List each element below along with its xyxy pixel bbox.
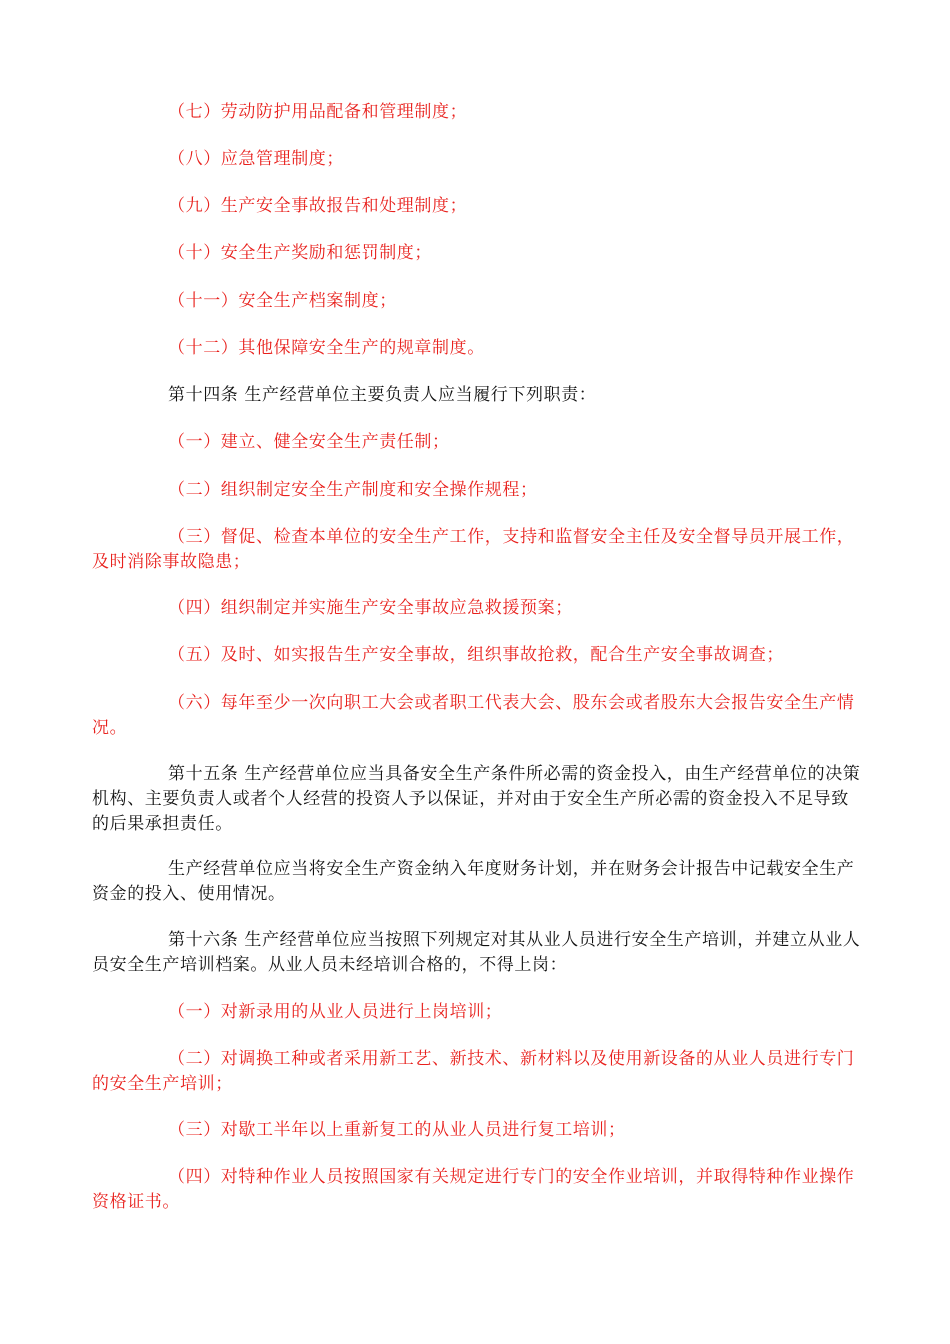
paragraph-item-9: （九）生产安全事故报告和处理制度； — [168, 196, 468, 216]
paragraph-art14-item-4: （四）组织制定并实施生产安全事故应急救援预案； — [168, 598, 573, 618]
paragraph-art14-item-5: （五）及时、如实报告生产安全事故，组织事故抢救，配合生产安全事故调查； — [168, 645, 784, 665]
paragraph-item-8: （八）应急管理制度； — [168, 149, 344, 169]
paragraph-item-11: （十一）安全生产档案制度； — [168, 291, 397, 311]
paragraph-item-7: （七）劳动防护用品配备和管理制度； — [168, 102, 468, 122]
paragraph-article-15: 第十五条 生产经营单位应当具备安全生产条件所必需的资金投入，由生产经营单位的决策机构、主要负责人或者个人经营的投资人予以保证，并对由于安全生产所必需的资金投入不足导致的后果承担责任。 — [92, 764, 861, 834]
paragraph-item-12: （十二）其他保障安全生产的规章制度。 — [168, 338, 485, 358]
paragraph-art16-item-3: （三）对歇工半年以上重新复工的从业人员进行复工培训； — [168, 1120, 626, 1140]
paragraph-art14-item-1: （一）建立、健全安全生产责任制； — [168, 432, 450, 452]
paragraph-art16-item-1: （一）对新录用的从业人员进行上岗培训； — [168, 1002, 503, 1022]
paragraph-art16-item-2: （二）对调换工种或者采用新工艺、新技术、新材料以及使用新设备的从业人员进行专门的安全生产培训； — [92, 1049, 855, 1094]
paragraph-item-10: （十）安全生产奖励和惩罚制度； — [168, 243, 432, 263]
paragraph-article-16: 第十六条 生产经营单位应当按照下列规定对其从业人员进行安全生产培训，并建立从业人员安全生产培训档案。从业人员未经培训合格的，不得上岗： — [92, 930, 861, 975]
paragraph-art14-item-6: （六）每年至少一次向职工大会或者职工代表大会、股东会或者股东大会报告安全生产情况。 — [92, 693, 855, 738]
paragraph-article-15-cont: 生产经营单位应当将安全生产资金纳入年度财务计划，并在财务会计报告中记载安全生产资金的投入、使用情况。 — [92, 859, 855, 904]
paragraph-article-14: 第十四条 生产经营单位主要负责人应当履行下列职责： — [168, 385, 597, 405]
paragraph-art14-item-3: （三）督促、检查本单位的安全生产工作，支持和监督安全主任及安全督导员开展工作，及时消除事故隐患； — [92, 527, 855, 572]
paragraph-art14-item-2: （二）组织制定安全生产制度和安全操作规程； — [168, 480, 538, 500]
paragraph-art16-item-4: （四）对特种作业人员按照国家有关规定进行专门的安全作业培训，并取得特种作业操作资格证书。 — [92, 1167, 855, 1212]
